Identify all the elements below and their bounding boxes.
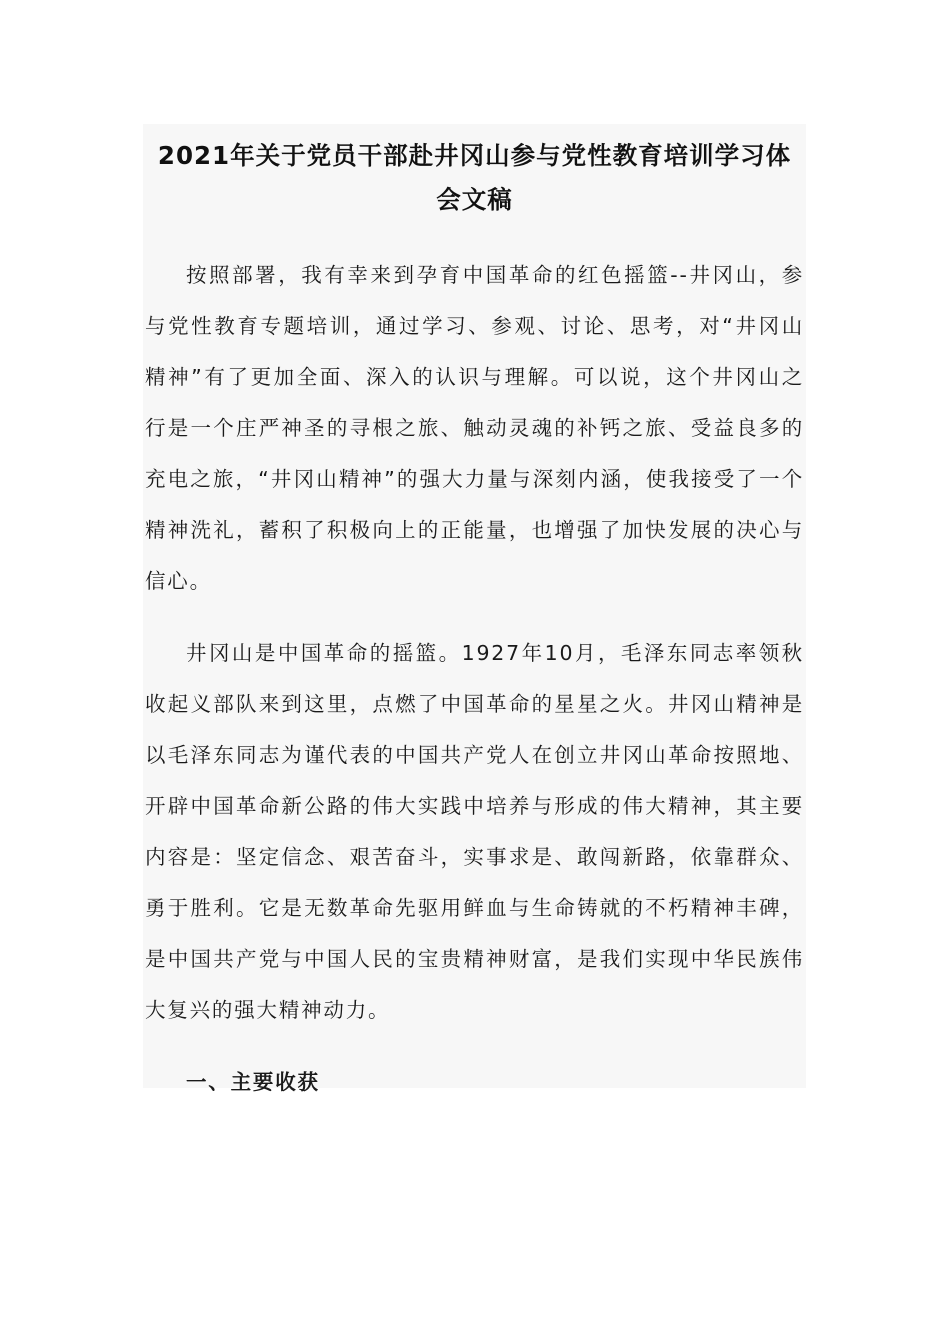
paragraph-intro: 按照部署，我有幸来到孕育中国革命的红色摇篮--井冈山，参与党性教育专题培训，通过学习、参观、讨论、思考，对“井冈山精神”有了更加全面、深入的认识与理解。可以说，这个井冈山之行是一个庄严神圣的寻根之旅、触动灵魂的补钙之旅、受益良多的充电之旅，“井冈山精神”的强大力量与深刻内涵，使我接受了一个精神洗礼，蓄积了积极向上的正能量，也增强了加快发展的决心与信心。 bbox=[145, 263, 804, 593]
document-page bbox=[143, 124, 806, 1094]
section-heading-main-gains: 一、主要收获 bbox=[186, 1070, 320, 1094]
document-title: 2021年关于党员干部赴井冈山参与党性教育培训学习体会文稿 bbox=[157, 141, 792, 214]
paragraph-jinggangshan: 井冈山是中国革命的摇篮。1927年10月，毛泽东同志率领秋收起义部队来到这里，点燃了中国革命的星星之火。井冈山精神是以毛泽东同志为谨代表的中国共产党人在创立井冈山革命按照地、开辟中国革命新公路的伟大实践中培养与形成的伟大精神，其主要内容是：坚定信念、艰苦奋斗，实事求是、敢闯新路，依靠群众、勇于胜利。它是无数革命先驱用鲜血与生命铸就的不朽精神丰碑，是中国共产党与中国人民的宝贵精神财富，是我们实现中华民族伟大复兴的强大精神动力。 bbox=[145, 641, 804, 1022]
